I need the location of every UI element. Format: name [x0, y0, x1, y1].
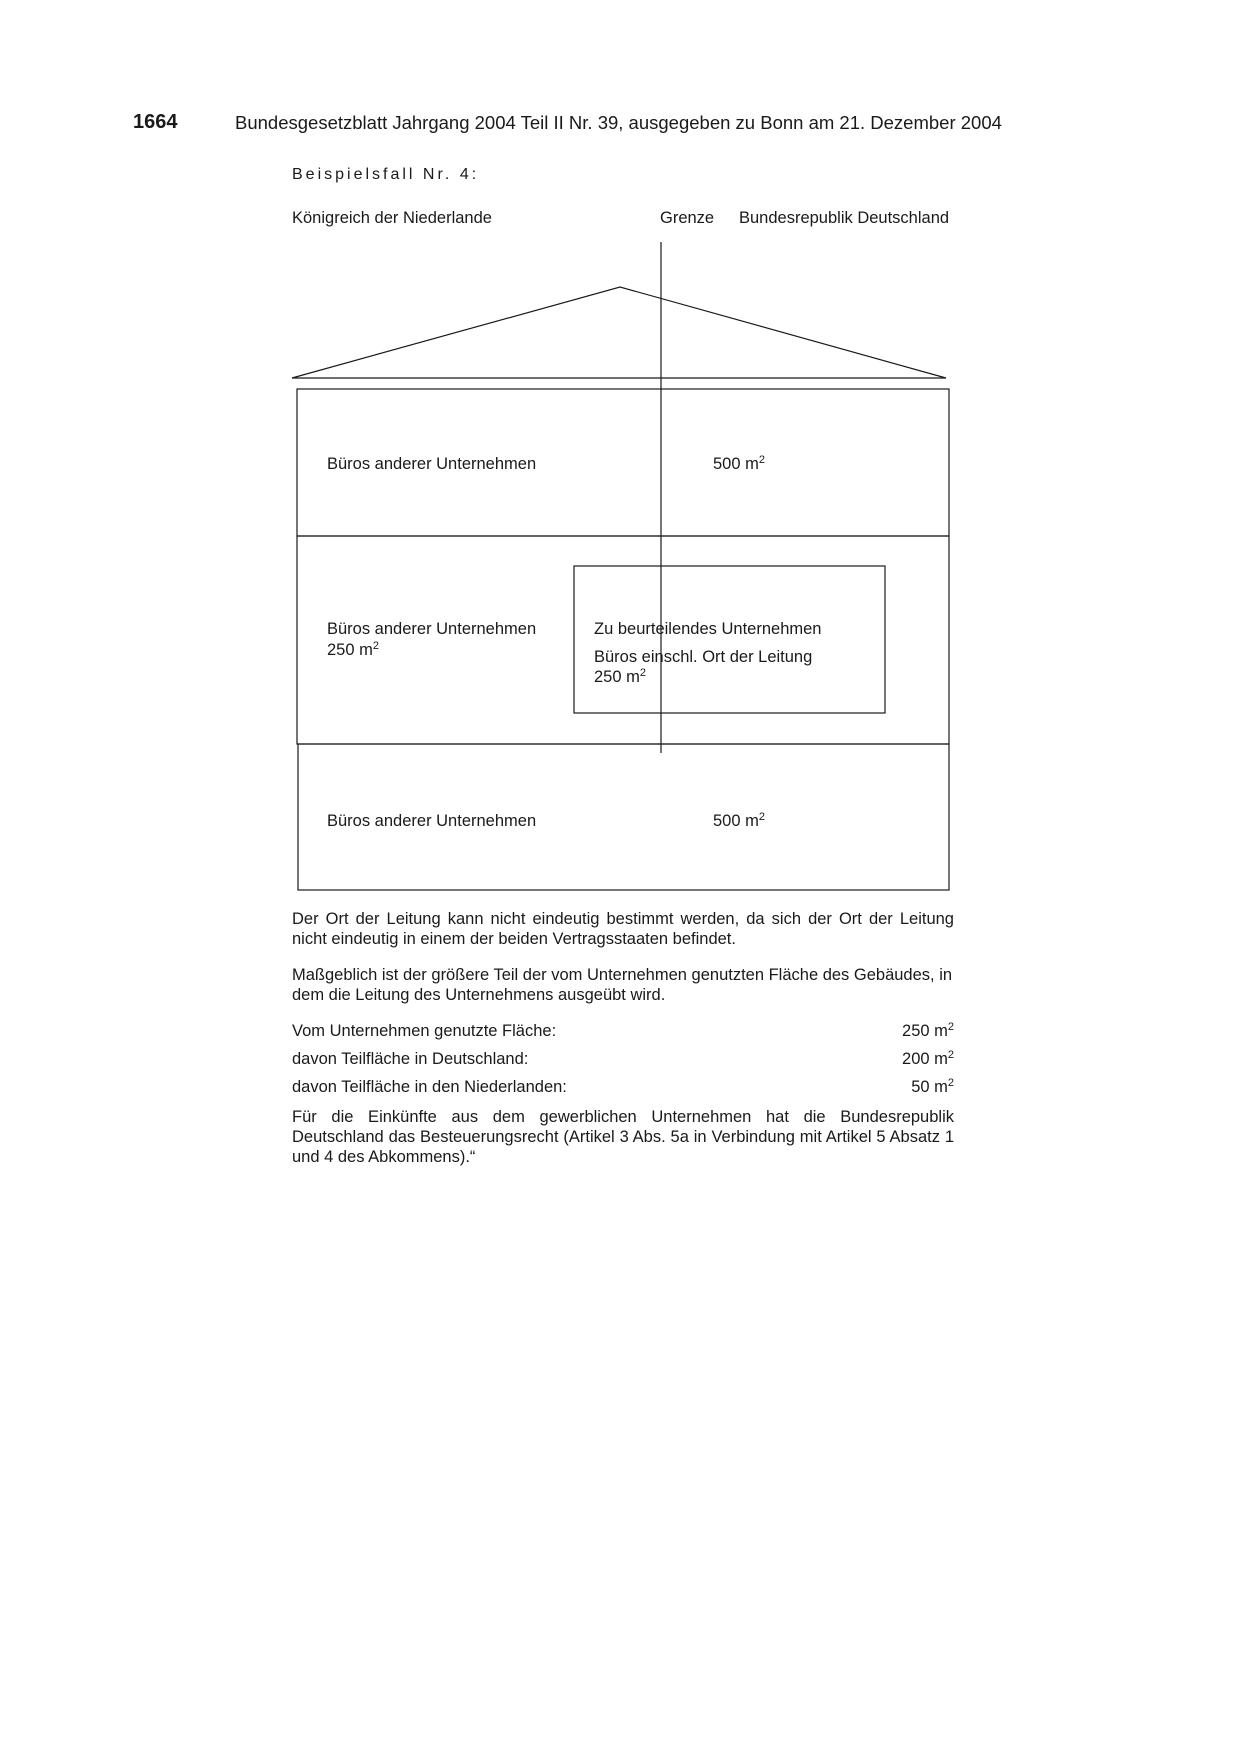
company-description: Büros einschl. Ort der Leitung — [594, 648, 813, 666]
area-row-label: Vom Unternehmen genutzte Fläche: — [292, 1022, 557, 1040]
left-country-label: Königreich der Niederlande — [292, 209, 492, 227]
example-caption: Beispielsfall Nr. 4: — [292, 166, 480, 183]
area-row-value: 50 $m^2$ — [911, 1077, 954, 1096]
area-row-germany — [292, 1050, 954, 1069]
company-area: 250 $m^2$ — [594, 667, 646, 686]
company-box-outline — [574, 566, 885, 713]
border-label: Grenze — [660, 209, 715, 227]
floor-middle-area: 250 $m^2$ — [327, 640, 379, 659]
paragraph-besteuerungsrecht: Für die Einkünfte aus dem gewerblichen Unternehmen hat die Bundesrepublik Deutschland das Besteuerungsrecht (Artikel 3 Abs. 5a in Verbindung mit Artikel 5 Absatz 1 und 4 des Abkommens).“ — [292, 1108, 954, 1166]
floor-bottom-area: 500 $m^2$ — [713, 811, 765, 830]
roof-outline — [292, 287, 946, 378]
paragraph-leitung: Der Ort der Leitung kann nicht eindeutig bestimmt werden, da sich der Ort der Leitung nicht eindeutig in einem der beiden Vertragsstaaten befindet. — [292, 910, 954, 948]
floor-middle-label: Büros anderer Unternehmen — [327, 620, 537, 638]
area-row-label: davon Teilfläche in den Niederlanden: — [292, 1078, 567, 1096]
floor-bottom-label: Büros anderer Unternehmen — [327, 812, 537, 830]
right-country-label: Bundesrepublik Deutschland — [739, 209, 950, 227]
area-row-total — [292, 1022, 954, 1041]
area-row-value: 200 $m^2$ — [902, 1049, 954, 1068]
area-row-label: davon Teilfläche in Deutschland: — [292, 1050, 529, 1068]
company-title: Zu beurteilendes Unternehmen — [594, 620, 822, 638]
area-row-netherlands — [292, 1078, 954, 1097]
running-head: Bundesgesetzblatt Jahrgang 2004 Teil II Nr. 39, ausgegeben zu Bonn am 21. Dezember 2004 — [235, 112, 1002, 133]
paragraph-massgeblich: Maßgeblich ist der größere Teil der vom Unternehmen genutzten Fläche des Gebäudes, in dem die Leitung des Unternehmens ausgeübt wird. — [292, 966, 953, 1004]
floor-top-label: Büros anderer Unternehmen — [327, 455, 537, 473]
page-number: 1664 — [133, 111, 178, 133]
area-row-value: 250 $m^2$ — [902, 1021, 954, 1040]
floor-top-area: 500 $m^2$ — [713, 454, 765, 473]
